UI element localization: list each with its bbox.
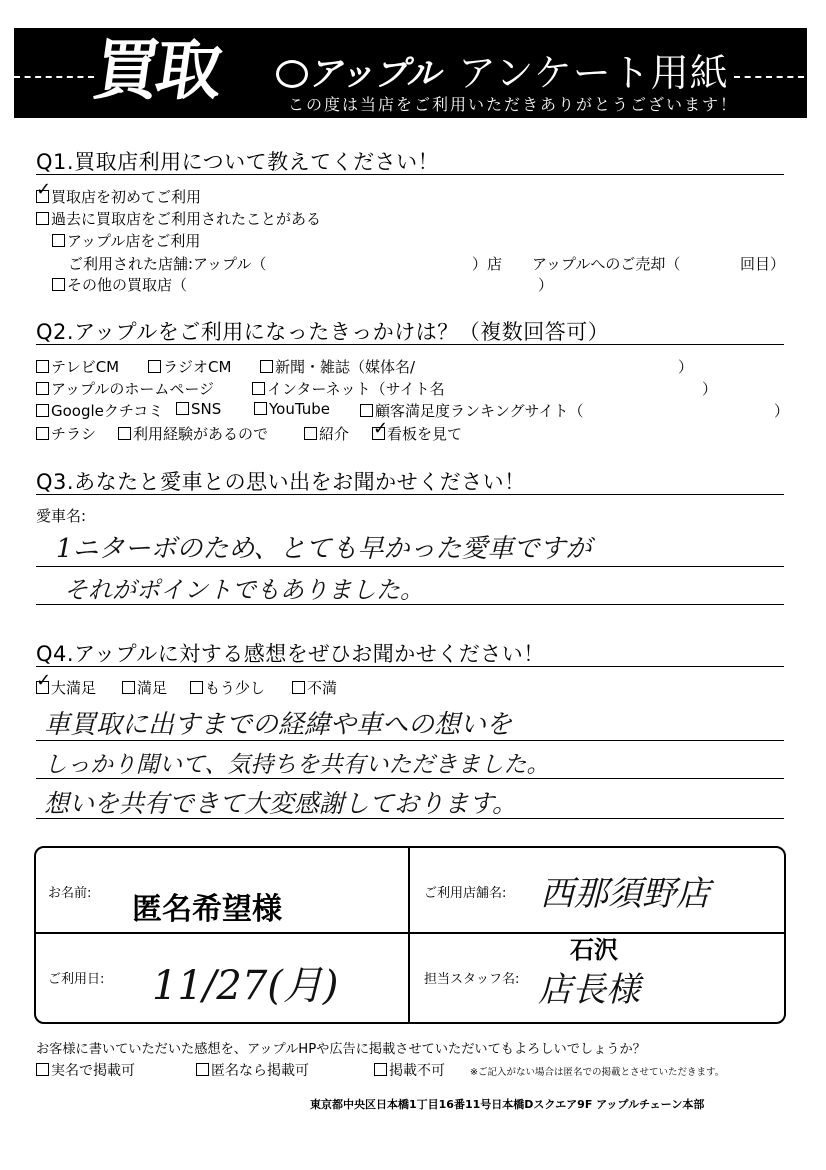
store-value[interactable]: 西那須野店 — [540, 874, 710, 914]
q1-store-label: ご利用された店舗:アップル（ — [68, 255, 267, 273]
kaitori-logo: 買取 — [88, 32, 224, 109]
consent-option-anonymous[interactable]: 匿名なら掲載可 — [196, 1060, 309, 1080]
q2-row3-close: ） — [774, 402, 790, 420]
q2-rule — [36, 344, 784, 345]
checkbox[interactable] — [36, 212, 49, 225]
checkbox[interactable] — [52, 278, 65, 291]
q1-question: Q1.買取店利用について教えてください！ — [36, 150, 440, 174]
q1-visits-suffix: 回目） — [740, 255, 786, 273]
checkbox-checked[interactable]: ✓ — [36, 681, 49, 694]
q2-option-tvcm[interactable]: テレビCM — [36, 356, 119, 377]
q3-handwriting-line1: 1ニターボのため、とても早かった愛車ですが — [56, 534, 592, 564]
apple-brand-icon — [276, 60, 308, 88]
q4-handwriting-line2: しっかり聞いて、気持ちを共有いただきました。 — [44, 752, 550, 778]
q3-rule — [36, 494, 784, 495]
q4-option-very-satisfied[interactable]: ✓ 大満足 — [36, 670, 97, 697]
q2-option-flyer[interactable]: チラシ — [36, 423, 96, 444]
q2-option-google[interactable]: Googleクチコミ — [36, 400, 163, 421]
q1-store-suffix: ）店 — [472, 255, 503, 273]
q2-option-youtube[interactable]: YouTube — [254, 400, 330, 418]
checkbox[interactable] — [190, 681, 203, 694]
q4-option-satisfied[interactable]: 満足 — [122, 677, 167, 698]
q1-option-past[interactable]: 過去に買取店をご利用されたことがある — [36, 208, 321, 229]
checkbox-checked[interactable]: ✓ — [373, 418, 389, 439]
info-box-vertical-divider — [408, 846, 410, 1024]
q2-option-internet[interactable]: インターネット（サイト名 — [252, 378, 445, 399]
checkbox[interactable] — [360, 404, 373, 417]
q2-option-experience[interactable]: 利用経験があるので — [118, 423, 268, 444]
survey-header — [14, 28, 807, 118]
checkbox[interactable] — [260, 360, 273, 373]
form-title: アンケート用紙 — [458, 51, 729, 95]
brand-name: アップル — [308, 54, 441, 94]
checkbox[interactable] — [252, 382, 265, 395]
q3-handwriting-line2: それがポイントでもありました。 — [64, 576, 424, 604]
q3-answer-line — [36, 566, 784, 567]
checkbox[interactable] — [36, 382, 49, 395]
q1-option-first[interactable]: ✓ 買取店を初めてご利用 — [36, 179, 202, 206]
q1-other-close: ） — [538, 276, 554, 294]
checkbox[interactable] — [292, 681, 305, 694]
q4-rule — [36, 666, 784, 667]
checkbox[interactable] — [36, 427, 49, 440]
date-value[interactable]: 11/27(月) — [152, 963, 339, 1009]
checkbox[interactable] — [36, 360, 49, 373]
q4-option-unsatisfied[interactable]: 不満 — [292, 677, 337, 698]
q1-option-other[interactable]: その他の買取店（ — [52, 274, 187, 295]
checkbox[interactable] — [176, 402, 189, 415]
q2-option-radiocm[interactable]: ラジオCM — [148, 356, 231, 377]
checkbox[interactable] — [118, 427, 131, 440]
name-value[interactable]: 匿名希望様 — [132, 892, 282, 927]
q1-visits-label: アップルへのご売却（ — [532, 255, 681, 273]
consent-option-no[interactable]: 掲載不可 — [374, 1060, 445, 1080]
checkbox[interactable] — [36, 1063, 49, 1076]
q2-option-signboard[interactable]: ✓ 看板を見て — [373, 418, 463, 443]
q3-question: Q3.あなたと愛車との思い出をお聞かせください！ — [36, 470, 526, 494]
q2-option-sns[interactable]: SNS — [176, 400, 221, 418]
q4-answer-line — [36, 740, 784, 741]
q4-handwriting-line3: 想いを共有できて大変感謝しております。 — [44, 789, 518, 818]
info-box-horizontal-divider — [34, 932, 784, 934]
q4-question: Q4.アップルに対する感想をぜひお聞かせください！ — [36, 642, 545, 666]
q2-question: Q2.アップルをご利用になったきっかけは？（複数回答可） — [36, 320, 610, 344]
checkbox[interactable] — [148, 360, 161, 373]
q2-row1-close: ） — [678, 358, 694, 376]
checkbox[interactable] — [122, 681, 135, 694]
date-label: ご利用日: — [48, 972, 105, 987]
staff-value-typed: 石沢 — [570, 936, 618, 964]
q2-option-ranking[interactable]: 顧客満足度ランキングサイト（ — [360, 400, 584, 421]
q3-answer-line — [36, 604, 784, 605]
q1-rule — [36, 174, 784, 175]
checkbox-checked[interactable]: ✓ — [36, 190, 49, 203]
car-name-label: 愛車名: — [36, 507, 87, 525]
consent-option-real-name[interactable]: 実名で掲載可 — [36, 1060, 135, 1080]
consent-note: ※ご記入がない場合は匿名での掲載とさせていただきます。 — [470, 1067, 725, 1078]
checkbox[interactable] — [374, 1063, 387, 1076]
header-dash-left — [14, 76, 94, 78]
hq-address: 東京都中央区日本橋1丁目16番11号日本橋Dスクエア9F アップルチェーン本部 — [310, 1098, 705, 1111]
staff-label: 担当スタッフ名: — [424, 972, 520, 987]
header-dash-right — [734, 76, 804, 78]
q2-option-referral[interactable]: 紹介 — [304, 423, 349, 444]
checkbox[interactable] — [196, 1063, 209, 1076]
checkbox[interactable] — [304, 427, 317, 440]
consent-question: お客様に書いていただいた感想を、アップルHPや広告に掲載させていただいてもよろしいでしょうか？ — [36, 1042, 646, 1057]
checkbox[interactable] — [36, 404, 49, 417]
staff-value-handwritten[interactable]: 店長様 — [538, 970, 640, 1010]
q1-option-apple[interactable]: アップル店をご利用 — [52, 230, 200, 251]
q4-option-so-so[interactable]: もう少し — [190, 677, 265, 698]
q2-row2-close: ） — [702, 380, 718, 398]
name-label: お名前: — [48, 886, 92, 901]
q2-option-homepage[interactable]: アップルのホームページ — [36, 378, 214, 399]
checkbox[interactable] — [52, 234, 65, 247]
store-label: ご利用店舗名: — [424, 886, 507, 901]
form-subtitle: この度は当店をご利用いただきありがとうございます！ — [288, 95, 739, 114]
checkbox[interactable] — [254, 402, 267, 415]
q2-option-newspaper[interactable]: 新聞・雑誌（媒体名/ — [260, 356, 415, 377]
q4-handwriting-line1: 車買取に出すまでの経緯や車への想いを — [44, 710, 513, 740]
q4-answer-line — [36, 778, 784, 779]
q4-answer-line — [36, 818, 784, 819]
